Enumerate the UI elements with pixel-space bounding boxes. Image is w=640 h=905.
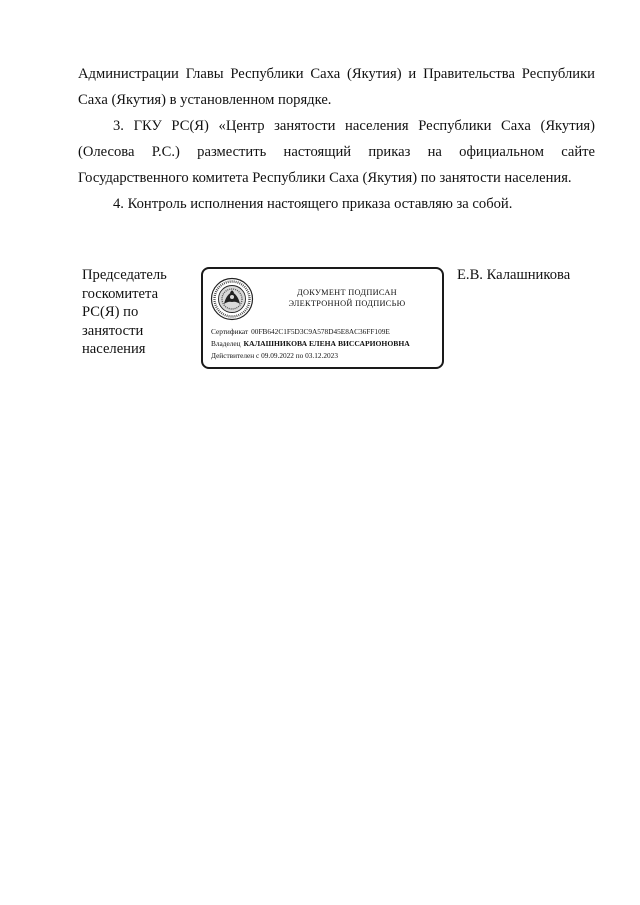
signer-name: Е.В. Калашникова (457, 267, 571, 283)
certificate-label: Сертификат (211, 327, 249, 336)
signer-position: Председатель госкомитета РС(Я) по занятости населения (82, 267, 167, 357)
owner-value: КАЛАШНИКОВА ЕЛЕНА ВИССАРИОНОВНА (243, 339, 410, 348)
owner-label: Владелец (211, 339, 241, 348)
electronic-signature-stamp (201, 267, 444, 369)
stamp-title (257, 287, 437, 309)
paragraph-item-3: 3. ГКУ РС(Я) «Центр занятости населения Республики Саха (Якутия) (Олесова Р.С.) разместить настоящий приказ на официальном сайте Государственного комитета Республики Саха (Якутия) по занятости населения. (78, 118, 595, 186)
emblem-icon (210, 277, 254, 321)
stamp-certificate (211, 327, 390, 337)
stamp-title-line: ЭЛЕКТРОННОЙ ПОДПИСЬЮ (288, 299, 406, 308)
stamp-title-line: ДОКУМЕНТ ПОДПИСАН (297, 288, 397, 297)
stamp-owner (211, 339, 410, 349)
paragraph-item-4: 4. Контроль исполнения настоящего приказа оставляю за собой. (113, 196, 513, 212)
signature-block (0, 266, 640, 376)
paragraph-continuation: Администрации Главы Республики Саха (Якутия) и Правительства Республики Саха (Якутия) в установленном порядке. (78, 66, 595, 108)
stamp-validity: Действителен с 09.09.2022 по 03.12.2023 (211, 351, 338, 360)
document-body (78, 61, 595, 217)
certificate-value: 00FB642C1F5D3C9A578D45E8AC36FF109E (251, 327, 390, 336)
